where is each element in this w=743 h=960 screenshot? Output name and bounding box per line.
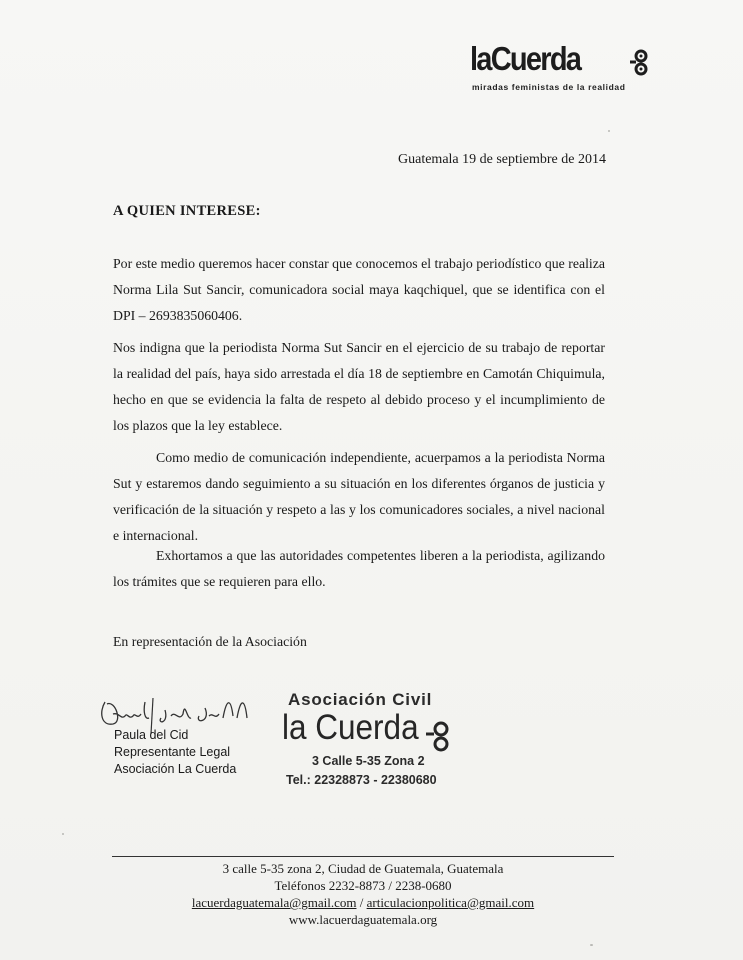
footer-email-link-2[interactable]: articulacionpolitica@gmail.com (366, 895, 535, 910)
signatory-name: Paula del Cid (114, 728, 189, 742)
organization-stamp (282, 690, 462, 800)
paragraph-1: Por este medio queremos hacer constar que conocemos el trabajo periodístico que realiza Norma Lila Sut Sancir, comunicadora social maya kaqchiquel, que se identifica con el DPI – 2693835060406. (113, 256, 605, 323)
email-separator: / (356, 895, 367, 910)
stamp-phone: Tel.: 22328873 - 22380680 (286, 773, 437, 787)
footer-phones: Teléfonos 2232-8873 / 2238-0680 (274, 878, 452, 893)
signatory-role: Representante Legal (114, 745, 231, 759)
paper-speck (590, 944, 593, 946)
rope-knot-icon (628, 48, 650, 78)
letter-salutation: A QUIEN INTERESE: (113, 203, 261, 219)
paragraph-3: Como medio de comunicación independiente, acuerpamos a la periodista Norma Sut y estaremos dando seguimiento a su situación en los diferentes órganos de justicia y verificación de la situación y respeto a las y los comunicadores sociales, a nivel nacional e internacional. (113, 450, 605, 543)
stamp-knot-icon (425, 720, 451, 754)
paper-speck (608, 130, 610, 132)
stamp-name: la Cuerda (282, 708, 419, 747)
stamp-address: 3 Calle 5-35 Zona 2 (312, 754, 425, 768)
footer-website[interactable]: www.lacuerdaguatemala.org (288, 912, 438, 927)
logo-wordmark: laCuerda (470, 40, 581, 77)
letter-closing: En representación de la Asociación (113, 634, 307, 649)
footer (112, 860, 614, 928)
stamp-title: Asociación Civil (288, 690, 433, 709)
footer-emails (112, 894, 614, 911)
signatory-block (114, 727, 236, 778)
footer-email-link-1[interactable]: lacuerdaguatemala@gmail.com (191, 895, 357, 910)
letter-date: Guatemala 19 de septiembre de 2014 (398, 152, 606, 167)
brand-logo (470, 40, 670, 100)
paper-speck (62, 833, 64, 835)
logo-tagline: miradas feministas de la realidad (472, 82, 626, 92)
signatory-organization: Asociación La Cuerda (114, 762, 237, 776)
footer-divider (112, 856, 614, 857)
paragraph-4: Exhortamos a que las autoridades competentes liberen a la periodista, agilizando los trámites que se requieren para ello. (113, 548, 605, 589)
paragraph-2: Nos indigna que la periodista Norma Sut Sancir en el ejercicio de su trabajo de reportar la realidad del país, haya sido arrestada el día 18 de septiembre en Camotán Chiquimula, hecho en que se evidencia la falta de respeto al debido proceso y el incumplimiento de los plazos que la ley establece. (113, 340, 605, 433)
footer-address: 3 calle 5-35 zona 2, Ciudad de Guatemala, Guatemala (222, 861, 504, 876)
